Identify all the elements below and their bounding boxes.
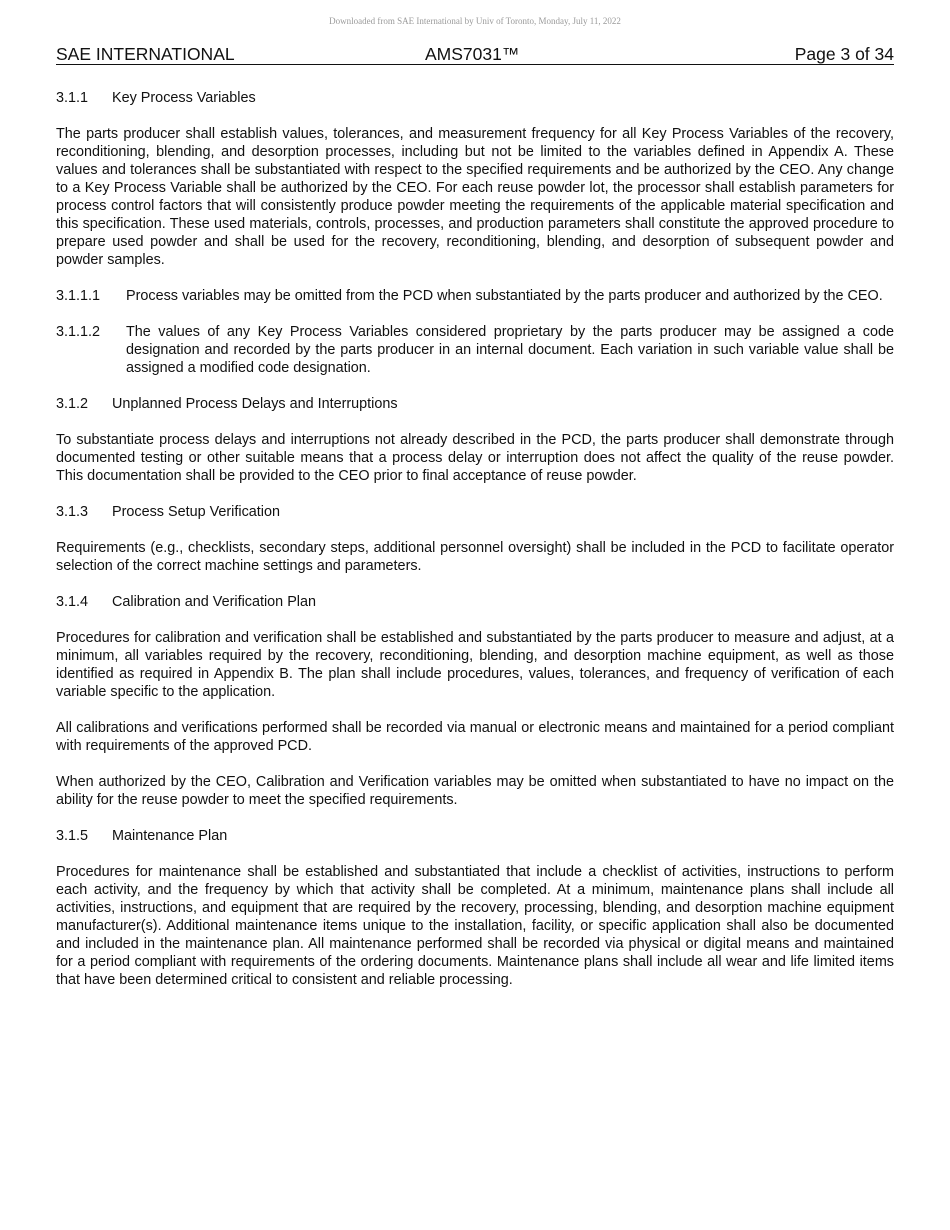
section-title: Unplanned Process Delays and Interruptions (112, 396, 398, 412)
paragraph: Requirements (e.g., checklists, secondary steps, additional personnel oversight) shall be included in the PCD to facilitate operator selection of the correct machine settings and parameters. (56, 540, 894, 574)
paragraph: Procedures for calibration and verification shall be established and substantiated by the parts producer to measure and adjust, at a minimum, all variables required by the recovery, reconditioning, blending, and desorption machine equipment, as well as those identified as required in Appendix B. The plan shall include procedures, values, tolerances, and frequency of verification of each variable specific to the application. (56, 630, 894, 700)
paragraph: The parts producer shall establish values, tolerances, and measurement frequency for all Key Process Variables of the recovery, reconditioning, blending, and desorption processes, including but not be limited to the variables defined in Appendix A. These values and tolerances shall be substantiated with respect to the specified requirements and be authorized by the CEO. Any change to a Key Process Variable shall be authorized by the CEO. For each reuse powder lot, the processor shall establish parameters for process control factors that will consistently produce powder meeting the requirements of the applicable material specification and this specification. These used materials, controls, processes, and production parameters shall constitute the approved procedure to prepare used powder and shall be used for the recovery, reconditioning, blending, and desorption of subsequent powder and powder samples. (56, 126, 894, 268)
paragraph: Procedures for maintenance shall be established and substantiated that include a checklist of activities, instructions to perform each activity, and the frequency by which that activity shall be completed. At a minimum, maintenance plans shall include all activities, instructions, and equipment that are required by the recovery, processing, blending, and desorption machine equipment manufacturer(s). Additional maintenance items unique to the installation, facility, or specific application shall also be documented and included in the maintenance plan. All maintenance performed shall be recorded via physical or digital means and maintained for a period compliant with requirements of the ordering documents. Maintenance plans shall include all wear and life limited items that have been determined critical to consistent and reliable processing. (56, 864, 894, 988)
header-page-number: Page 3 of 34 (794, 44, 894, 64)
section-number: 3.1.2 (56, 396, 89, 412)
section-title: Key Process Variables (112, 90, 256, 106)
section-number: 3.1.5 (56, 828, 89, 844)
subsection-3-1-1-2 (56, 323, 894, 377)
paragraph: To substantiate process delays and interruptions not already described in the PCD, the parts producer shall demonstrate through documented testing or other suitable means that a process delay or interruption does not affect the quality of the reuse powder. This documentation shall be provided to the CEO prior to final acceptance of reuse powder. (56, 432, 894, 484)
section-number: 3.1.1 (56, 90, 89, 106)
page-header (56, 44, 894, 65)
section-heading-3-1-5 (56, 827, 894, 845)
header-doc-id: AMS7031™ (425, 44, 520, 64)
header-org: SAE INTERNATIONAL (56, 44, 235, 64)
section-heading-3-1-4 (56, 593, 894, 611)
download-watermark: Downloaded from SAE International by Univ of Toronto, Monday, July 11, 2022 (329, 16, 621, 26)
subsection-text: Process variables may be omitted from the PCD when substantiated by the parts producer and authorized by the CEO. (126, 288, 883, 304)
paragraph: When authorized by the CEO, Calibration and Verification variables may be omitted when substantiated to have no impact on the ability for the reuse powder to meet the specified requirements. (56, 774, 894, 808)
subsection-text: The values of any Key Process Variables considered proprietary by the parts producer may be assigned a code designation and recorded by the parts producer in an internal document. Each variation in such variable value shall be assigned a modified code designation. (126, 324, 894, 376)
subsection-3-1-1-1 (56, 287, 894, 305)
section-title: Maintenance Plan (112, 828, 228, 844)
subsection-number: 3.1.1.1 (56, 288, 101, 304)
section-number: 3.1.3 (56, 504, 89, 520)
subsection-number: 3.1.1.2 (56, 324, 101, 340)
section-heading-3-1-3 (56, 503, 894, 521)
section-heading-3-1-1 (56, 89, 894, 107)
document-body (56, 89, 894, 1007)
section-number: 3.1.4 (56, 594, 89, 610)
section-title: Calibration and Verification Plan (112, 594, 316, 610)
section-heading-3-1-2 (56, 395, 894, 413)
section-title: Process Setup Verification (112, 504, 280, 520)
paragraph: All calibrations and verifications performed shall be recorded via manual or electronic means and maintained for a period compliant with requirements of the approved PCD. (56, 720, 894, 754)
